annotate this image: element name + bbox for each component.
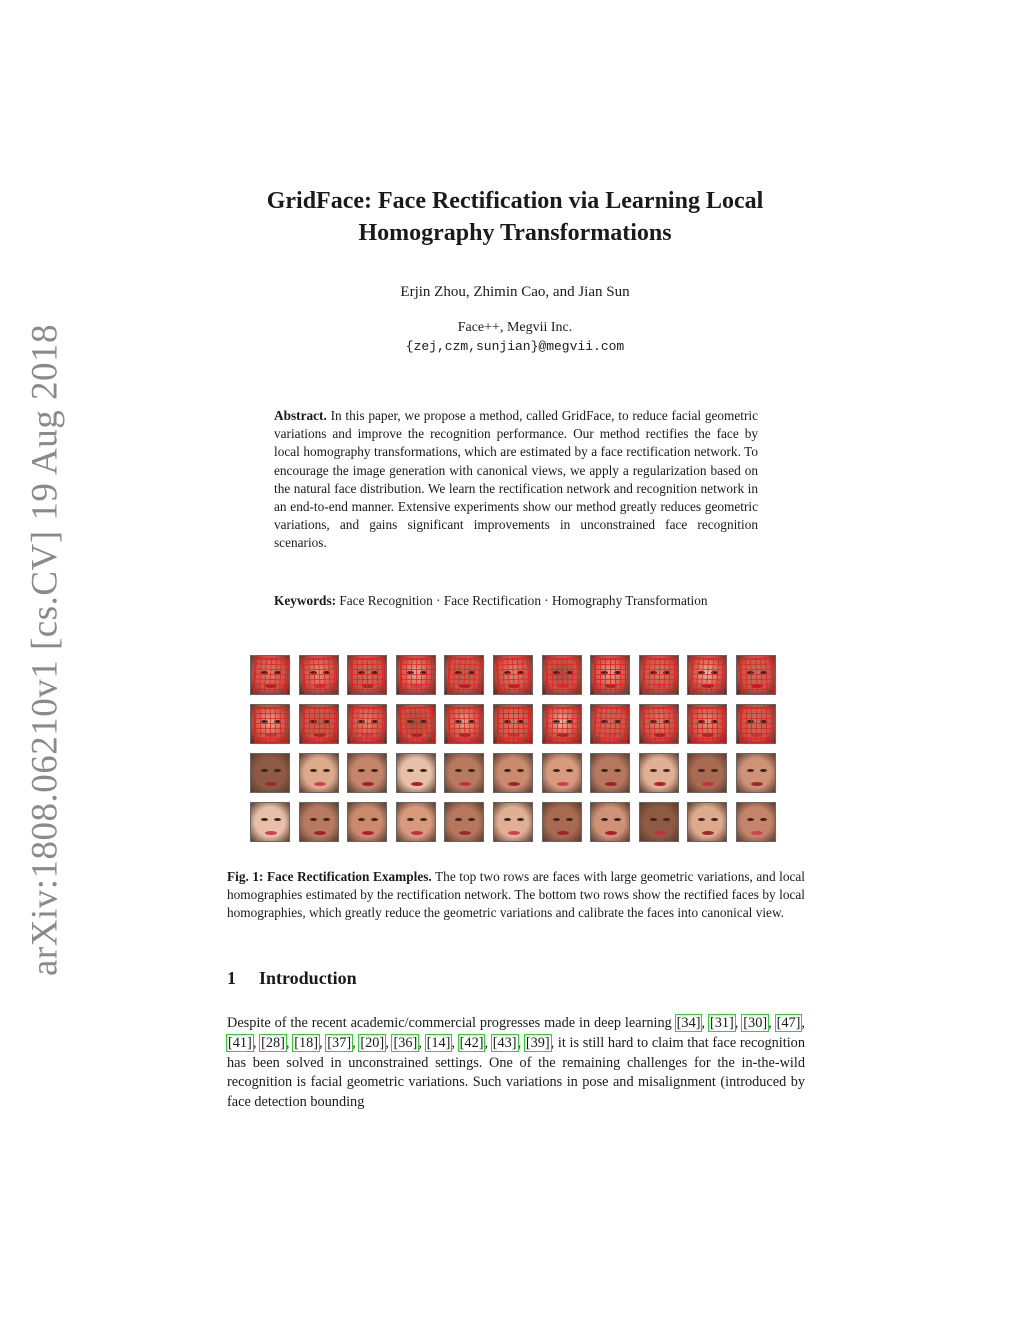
section-title: Introduction	[259, 968, 357, 988]
face-thumbnail-with-grid	[444, 704, 484, 744]
citation-separator: ,	[801, 1015, 805, 1031]
citation-link[interactable]: [36]	[393, 1034, 418, 1051]
face-thumbnail-with-grid	[687, 704, 727, 744]
rectified-face-thumbnail	[542, 802, 582, 842]
face-thumbnail-with-grid	[250, 704, 290, 744]
citation-separator: ,	[418, 1034, 426, 1051]
homography-grid-overlay	[691, 707, 726, 743]
face-thumbnail-with-grid	[250, 655, 290, 695]
lip-shape	[411, 831, 423, 835]
face-thumbnail-with-grid	[542, 704, 582, 744]
rectified-face-thumbnail	[493, 802, 533, 842]
homography-grid-overlay	[350, 707, 386, 744]
face-thumbnail-with-grid	[444, 655, 484, 695]
face-thumbnail-with-grid	[299, 704, 339, 744]
rectified-face-thumbnail	[687, 753, 727, 793]
eye-shape	[663, 769, 670, 772]
face-image	[251, 803, 289, 841]
rectified-face-thumbnail	[396, 802, 436, 842]
face-image	[494, 803, 532, 841]
rectified-face-thumbnail	[250, 753, 290, 793]
homography-grid-overlay	[739, 658, 775, 695]
lip-shape	[314, 831, 326, 835]
eye-shape	[310, 818, 317, 821]
citation-link[interactable]: [20]	[360, 1034, 385, 1051]
lip-shape	[265, 782, 277, 786]
abstract-label: Abstract.	[274, 408, 327, 423]
homography-grid-overlay	[690, 657, 727, 694]
eye-shape	[274, 818, 281, 821]
keywords-label: Keywords:	[274, 593, 337, 608]
citation-link[interactable]: [31]	[709, 1015, 734, 1031]
eye-shape	[553, 769, 560, 772]
citation-separator: ,	[484, 1034, 492, 1051]
citation-separator: ,	[285, 1034, 294, 1051]
eye-shape	[274, 769, 281, 772]
citation-link[interactable]: [37]	[327, 1034, 352, 1051]
eye-shape	[747, 818, 754, 821]
homography-grid-overlay	[399, 706, 436, 743]
citation-link[interactable]: [43]	[492, 1034, 517, 1051]
citation-separator: ,	[252, 1034, 261, 1051]
eye-shape	[407, 818, 414, 821]
face-image	[640, 754, 678, 792]
eye-shape	[517, 769, 524, 772]
eye-shape	[261, 818, 268, 821]
face-thumbnail-with-grid	[493, 655, 533, 695]
rectified-face-thumbnail	[493, 753, 533, 793]
face-image	[397, 803, 435, 841]
rectified-face-thumbnail	[590, 753, 630, 793]
eye-shape	[747, 769, 754, 772]
homography-grid-overlay	[254, 707, 289, 743]
face-image	[348, 803, 386, 841]
arxiv-identifier-stamp: arXiv:1808.06210v1 [cs.CV] 19 Aug 2018	[24, 323, 66, 977]
citation-link[interactable]: [14]	[426, 1034, 451, 1051]
rectified-face-thumbnail	[444, 753, 484, 793]
rectified-face-thumbnail	[299, 753, 339, 793]
rectified-face-thumbnail	[542, 753, 582, 793]
rectified-face-thumbnail	[347, 753, 387, 793]
citation-link[interactable]: [39]	[525, 1034, 550, 1051]
citation-separator: ,	[451, 1034, 459, 1051]
face-image	[591, 803, 629, 841]
homography-grid-overlay	[545, 658, 580, 695]
face-thumbnail-with-grid	[542, 655, 582, 695]
eye-shape	[566, 769, 573, 772]
face-image	[300, 803, 338, 841]
homography-grid-overlay	[253, 657, 290, 694]
homography-grid-overlay	[594, 658, 628, 694]
figure-caption-text: The top two rows are faces with large geometric variations, and local homographies estimated by the rectification network. The bottom two rows show the rectified faces by local homographies, which greatly reduce the geometric variations and calibrate the faces into canonical view.	[227, 869, 805, 921]
face-thumbnail-with-grid	[639, 704, 679, 744]
face-rectification-figure	[250, 655, 784, 847]
eye-shape	[310, 769, 317, 772]
citation-separator: ,	[701, 1015, 709, 1031]
lip-shape	[654, 831, 666, 835]
citation-link[interactable]: [42]	[459, 1034, 484, 1051]
face-thumbnail-with-grid	[590, 655, 630, 695]
face-image	[397, 754, 435, 792]
homography-grid-overlay	[447, 658, 483, 695]
eye-shape	[760, 818, 767, 821]
rectified-face-thumbnail	[639, 802, 679, 842]
face-image	[640, 803, 678, 841]
rectified-face-thumbnail	[396, 753, 436, 793]
rectified-face-thumbnail	[250, 802, 290, 842]
keywords-text: Face Recognition · Face Rectification · Homography Transformation	[339, 593, 708, 608]
citation-separator: ,	[734, 1015, 743, 1031]
face-image	[737, 754, 775, 792]
eye-shape	[650, 769, 657, 772]
face-image	[543, 754, 581, 792]
homography-grid-overlay	[448, 707, 483, 744]
homography-grid-overlay	[302, 707, 337, 743]
face-thumbnail-with-grid	[396, 655, 436, 695]
face-image	[688, 803, 726, 841]
face-image	[494, 754, 532, 792]
affiliation: Face++, Megvii Inc.	[457, 320, 573, 335]
face-image	[737, 803, 775, 841]
abstract	[274, 407, 758, 553]
citation-link[interactable]: [30]	[743, 1015, 768, 1031]
eye-shape	[504, 818, 511, 821]
rectified-face-thumbnail	[347, 802, 387, 842]
lip-shape	[508, 782, 520, 786]
face-thumbnail-with-grid	[687, 655, 727, 695]
eye-shape	[261, 769, 268, 772]
abstract-text: In this paper, we propose a method, called GridFace, to reduce facial geometric variations and improve the recognition performance. Our method rectifies the face by local homography transformations, which are estimated by a face rectification network. To encourage the image generation with canonical views, we apply a regularization based on the natural face distribution. We learn the rectification network and recognition network in an end-to-end manner. Extensive experiments show our method greatly reduces geometric variations, and gains significant improvements in unconstrained face recognition scenarios.	[274, 408, 758, 551]
lip-shape	[314, 782, 326, 786]
eye-shape	[566, 818, 573, 821]
lip-shape	[751, 782, 763, 786]
lip-shape	[508, 831, 520, 835]
face-image	[688, 754, 726, 792]
title-line: Homography Transformations	[358, 220, 672, 246]
lip-shape	[265, 831, 277, 835]
figure-caption-label: Fig. 1: Face Rectification Examples.	[227, 869, 432, 884]
lip-shape	[557, 831, 569, 835]
homography-grid-overlay	[351, 658, 386, 694]
figure-caption	[227, 868, 805, 923]
intro-text-after: , it is still hard to claim that face recognition has been solved in unconstrained settings. One of the remaining challenges for the in-the-wild recognition is facial geometric variations. Such variations in pose and misalignment (introduced by face detection bounding	[227, 1034, 805, 1111]
eye-shape	[760, 769, 767, 772]
author-email: {zej,czm,sunjian}@megvii.com	[405, 339, 625, 354]
face-thumbnail-with-grid	[736, 655, 776, 695]
rectified-face-thumbnail	[299, 802, 339, 842]
face-image	[348, 754, 386, 792]
citation-separator: ,	[319, 1034, 327, 1051]
face-thumbnail-with-grid	[736, 704, 776, 744]
citation-link[interactable]: [34]	[676, 1015, 701, 1031]
eye-shape	[517, 818, 524, 821]
citation-separator: ,	[517, 1034, 525, 1051]
face-image	[543, 803, 581, 841]
face-thumbnail-with-grid	[299, 655, 339, 695]
citation-link[interactable]: [41]	[228, 1034, 252, 1051]
lip-shape	[654, 782, 666, 786]
keywords	[274, 592, 758, 610]
face-thumbnail-with-grid	[639, 655, 679, 695]
intro-paragraph	[227, 1014, 805, 1113]
eye-shape	[504, 769, 511, 772]
face-image	[445, 754, 483, 792]
lip-shape	[411, 782, 423, 786]
homography-grid-overlay	[642, 658, 677, 695]
face-image	[251, 754, 289, 792]
eye-shape	[663, 818, 670, 821]
citation-link[interactable]: [47]	[776, 1015, 801, 1031]
rectified-face-thumbnail	[736, 802, 776, 842]
face-thumbnail-with-grid	[396, 704, 436, 744]
eye-shape	[323, 769, 330, 772]
rectified-face-thumbnail	[639, 753, 679, 793]
homography-grid-overlay	[545, 707, 580, 744]
homography-grid-overlay	[302, 658, 338, 695]
citation-link[interactable]: [28]	[261, 1034, 285, 1051]
author-list: Erjin Zhou, Zhimin Cao, and Jian Sun	[400, 284, 630, 300]
face-thumbnail-with-grid	[493, 704, 533, 744]
title-line: GridFace: Face Rectification via Learning Local	[266, 188, 764, 214]
homography-grid-overlay	[593, 706, 630, 743]
face-image	[300, 754, 338, 792]
paper-title	[210, 185, 820, 249]
eye-shape	[553, 818, 560, 821]
lip-shape	[557, 782, 569, 786]
face-thumbnail-with-grid	[347, 655, 387, 695]
citation-separator: ,	[385, 1034, 393, 1051]
face-thumbnail-with-grid	[347, 704, 387, 744]
lip-shape	[751, 831, 763, 835]
face-image	[591, 754, 629, 792]
homography-grid-overlay	[399, 658, 434, 694]
eye-shape	[650, 818, 657, 821]
homography-grid-overlay	[642, 707, 678, 744]
eye-shape	[420, 818, 427, 821]
face-thumbnail-with-grid	[590, 704, 630, 744]
eye-shape	[407, 769, 414, 772]
intro-text-before: Despite of the recent academic/commercial progresses made in deep learning	[227, 1015, 672, 1031]
rectified-face-thumbnail	[736, 753, 776, 793]
face-image	[445, 803, 483, 841]
rectified-face-thumbnail	[444, 802, 484, 842]
citation-separator: ,	[768, 1015, 776, 1031]
homography-grid-overlay	[496, 657, 533, 694]
eye-shape	[420, 769, 427, 772]
citation-link[interactable]: [18]	[294, 1034, 319, 1051]
section-number: 1	[227, 968, 236, 988]
rectified-face-thumbnail	[590, 802, 630, 842]
eye-shape	[323, 818, 330, 821]
homography-grid-overlay	[497, 707, 531, 743]
citation-separator: ,	[352, 1034, 360, 1051]
section-heading	[227, 968, 357, 989]
homography-grid-overlay	[740, 707, 775, 743]
rectified-face-thumbnail	[687, 802, 727, 842]
